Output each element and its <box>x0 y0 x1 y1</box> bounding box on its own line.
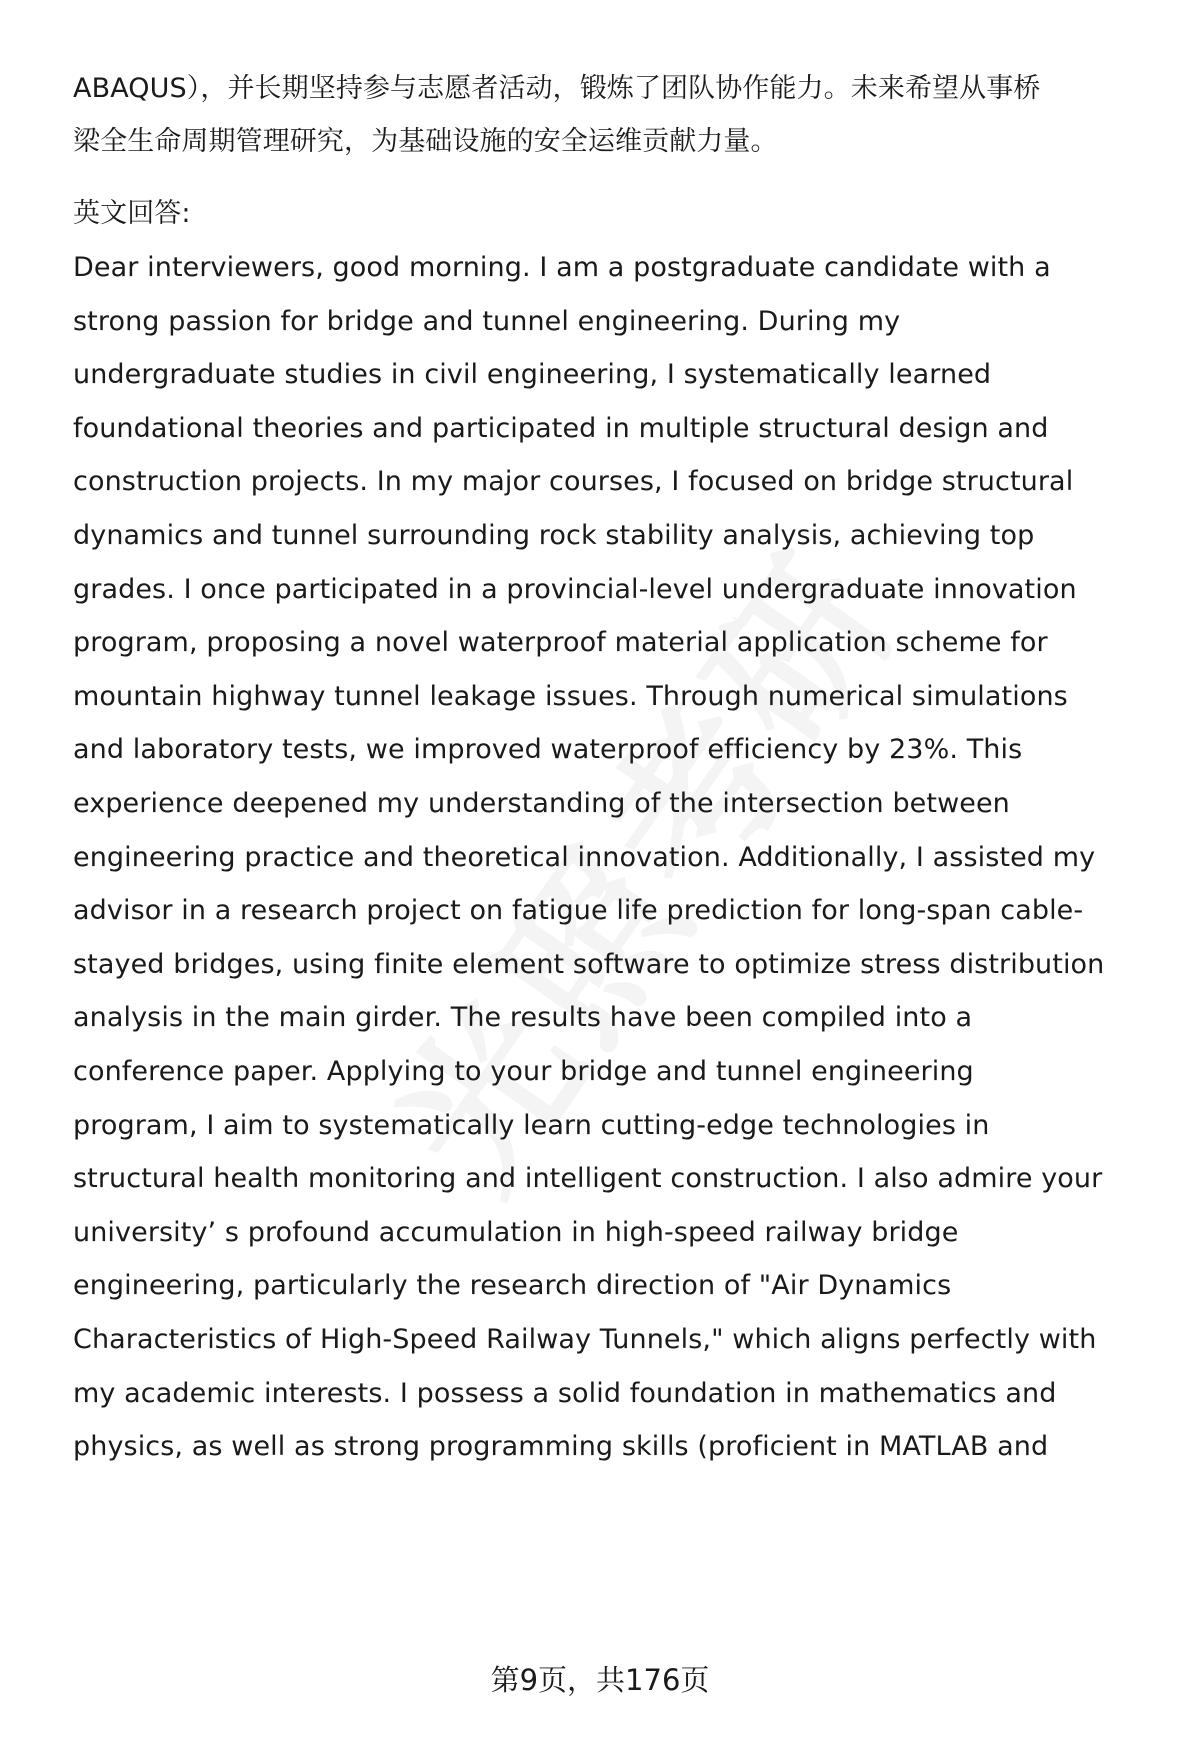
english-text-line: mountain highway tunnel leakage issues. Through numerical simulations <box>73 681 1068 712</box>
english-text-line: and laboratory tests, we improved waterproof efficiency by 23%. This <box>73 734 1023 765</box>
page-number-footer: 第9页，共176页 <box>490 1663 710 1697</box>
english-text-line: university’ s profound accumulation in high-speed railway bridge <box>73 1217 959 1248</box>
english-text-line: engineering, particularly the research direction of "Air Dynamics <box>73 1270 952 1301</box>
english-text-line: stayed bridges, using finite element software to optimize stress distribution <box>73 949 1105 980</box>
english-text-line: experience deepened my understanding of the intersection between <box>73 788 1010 819</box>
chinese-text-line: ABAQUS），并长期坚持参与志愿者活动，锻炼了团队协作能力。未来希望从事桥 <box>73 73 1041 104</box>
english-text-line: analysis in the main girder. The results have been compiled into a <box>73 1002 973 1033</box>
english-text-line: foundational theories and participated in multiple structural design and <box>73 413 1049 444</box>
english-text-line: program, proposing a novel waterproof material application scheme for <box>73 627 1048 658</box>
english-text-line: dynamics and tunnel surrounding rock stability analysis, achieving top <box>73 520 1035 551</box>
english-text-line: grades. I once participated in a provincial-level undergraduate innovation <box>73 574 1077 605</box>
english-text-line: construction projects. In my major courses, I focused on bridge structural <box>73 466 1074 497</box>
english-text-line: conference paper. Applying to your bridge and tunnel engineering <box>73 1056 974 1087</box>
chinese-text-line: 梁全生命周期管理研究，为基础设施的安全运维贡献力量。 <box>73 126 778 157</box>
english-text-line: advisor in a research project on fatigue life prediction for long-span cable- <box>73 895 1084 926</box>
english-text-line: engineering practice and theoretical innovation. Additionally, I assisted my <box>73 842 1096 873</box>
english-text-line: undergraduate studies in civil engineering, I systematically learned <box>73 359 992 390</box>
english-text-line: my academic interests. I possess a solid foundation in mathematics and <box>73 1378 1057 1409</box>
english-text-line: structural health monitoring and intelligent construction. I also admire your <box>73 1163 1103 1194</box>
english-text-line: Dear interviewers, good morning. I am a postgraduate candidate with a <box>73 252 1051 283</box>
english-text-line: program, I aim to systematically learn cutting-edge technologies in <box>73 1110 990 1141</box>
english-text-line: strong passion for bridge and tunnel engineering. During my <box>73 306 901 337</box>
english-text-line: physics, as well as strong programming skills (proficient in MATLAB and <box>73 1431 1049 1462</box>
english-text-line: Characteristics of High-Speed Railway Tunnels," which aligns perfectly with <box>73 1324 1097 1355</box>
section-label-english-answer: 英文回答: <box>73 198 191 229</box>
